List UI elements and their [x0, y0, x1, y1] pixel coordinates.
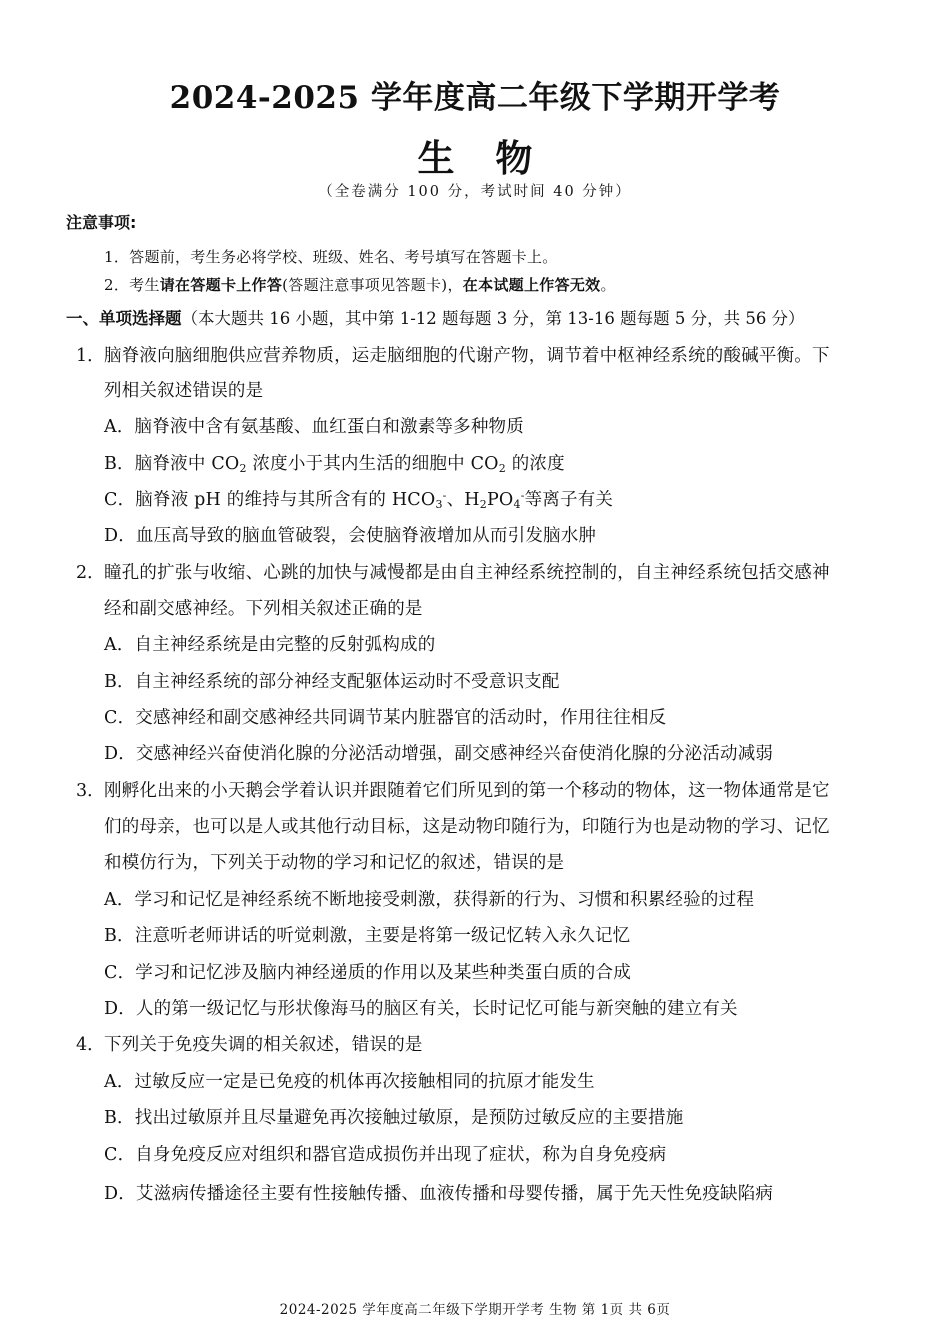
q1-option-b-part2: 浓度小于其内生活的细胞中 CO — [246, 454, 499, 474]
section-desc: （本大题共 16 小题，其中第 1-12 题每题 3 分，第 13-16 题每题 5 分，共 56 分） — [181, 309, 805, 328]
q2-number: 2． — [76, 563, 105, 583]
q4-option-d: D．艾滋病传播途径主要有性接触传播、血液传播和母婴传播，属于先天性免疫缺陷病 — [104, 1184, 774, 1204]
notice-item-2-d: 在本试题上作答无效 — [462, 276, 601, 294]
q1-stem-line1: 脑脊液向脑细胞供应营养物质，运走脑细胞的代谢产物，调节着中枢神经系统的酸碱平衡。下 — [104, 346, 830, 366]
q2-option-b: B．自主神经系统的部分神经支配躯体运动时不受意识支配 — [104, 672, 560, 692]
q3-option-d: D．人的第一级记忆与形状像海马的脑区有关，长时记忆可能与新突触的建立有关 — [104, 999, 738, 1019]
q2-option-d: D．交感神经兴奋使消化腺的分泌活动增强，副交感神经兴奋使消化腺的分泌活动减弱 — [104, 744, 774, 764]
q1-option-a: A．脑脊液中含有氨基酸、血红蛋白和激素等多种物质 — [104, 417, 524, 437]
q1-option-c-part3: PO — [486, 490, 514, 510]
subject-title: 生 物 — [417, 136, 547, 180]
q4-option-b: B．找出过敏原并且尽量避免再次接触过敏原，是预防过敏反应的主要措施 — [104, 1108, 684, 1128]
q1-option-b-part3: 的浓度 — [505, 454, 565, 474]
q4-option-a: A．过敏反应一定是已免疫的机体再次接触相同的抗原才能发生 — [104, 1072, 595, 1092]
q4-stem-line1: 下列关于免疫失调的相关叙述，错误的是 — [104, 1035, 423, 1055]
q1-option-c-sup1: - — [442, 489, 447, 502]
notice-heading: 注意事项: — [66, 213, 137, 232]
page-footer: 2024-2025 学年度高二年级下学期开学考 生物 第 1页 共 6页 — [279, 1302, 671, 1318]
q1-option-b — [104, 450, 565, 475]
q2-stem-line2: 经和副交感神经。下列相关叙述正确的是 — [104, 599, 423, 619]
notice-item-2-c: (答题注意事项见答题卡)， — [282, 276, 463, 294]
q1-option-c-sub1: 3 — [435, 498, 443, 511]
q2-stem-line1: 瞳孔的扩张与收缩、心跳的加快与减慢都是由自主神经系统控制的，自主神经系统包括交感神 — [104, 563, 830, 583]
q2-option-c: C．交感神经和副交感神经共同调节某内脏器官的活动时，作用往往相反 — [104, 708, 667, 728]
notice-item-2-b: 请在答题卡上作答 — [159, 276, 283, 294]
q3-option-b: B．注意听老师讲话的听觉刺激，主要是将第一级记忆转入永久记忆 — [104, 926, 631, 946]
notice-item-1: 1．答题前，考生务必将学校、班级、姓名、考号填写在答题卡上。 — [104, 248, 558, 266]
q3-stem-line3: 和模仿行为，下列关于动物的学习和记忆的叙述，错误的是 — [104, 853, 565, 873]
q1-number: 1． — [76, 346, 105, 366]
q1-option-b-sub1: 2 — [239, 462, 247, 475]
exam-info: （全卷满分 100 分，考试时间 40 分钟） — [318, 184, 632, 200]
section-label: 一、单项选择题 — [66, 309, 182, 328]
q4-number: 4． — [76, 1035, 105, 1055]
q1-option-c-part4: 等离子有关 — [524, 490, 614, 510]
q2-option-a: A．自主神经系统是由完整的反射弧构成的 — [104, 635, 436, 655]
notice-item-2-e: 。 — [600, 276, 616, 294]
q1-option-c-sub2: 2 — [479, 498, 487, 511]
q3-option-a: A．学习和记忆是神经系统不断地接受刺激，获得新的行为、习惯和积累经验的过程 — [104, 890, 755, 910]
q1-option-c-part2: 、H — [446, 490, 480, 510]
q1-stem-line2: 列相关叙述错误的是 — [104, 381, 264, 401]
notice-item-2 — [104, 274, 616, 295]
q1-option-d: D．血压高导致的脑血管破裂，会使脑脊液增加从而引发脑水肿 — [104, 526, 597, 546]
exam-title: 2024-2025 学年度高二年级下学期开学考 — [169, 80, 781, 116]
q3-stem-line1: 刚孵化出来的小天鹅会学着认识并跟随着它们所见到的第一个移动的物体，这一物体通常是它 — [104, 781, 830, 801]
q4-option-c: C．自身免疫反应对组织和器官造成损伤并出现了症状，称为自身免疫病 — [104, 1145, 667, 1165]
q3-number: 3． — [76, 781, 105, 801]
q3-stem-line2: 们的母亲，也可以是人或其他行动目标，这是动物印随行为，印随行为也是动物的学习、记忆 — [104, 817, 830, 837]
section-heading — [66, 305, 805, 329]
q3-option-c: C．学习和记忆涉及脑内神经递质的作用以及某些种类蛋白质的合成 — [104, 963, 631, 983]
q1-option-c — [104, 486, 613, 511]
q1-option-b-part1: B．脑脊液中 CO — [104, 454, 240, 474]
notice-item-2-a: 2．考生 — [104, 276, 160, 294]
q1-option-b-sub2: 2 — [498, 462, 506, 475]
q1-option-c-part1: C．脑脊液 pH 的维持与其所含有的 HCO — [104, 490, 436, 510]
q1-option-c-sub3: 4 — [513, 498, 521, 511]
q1-option-c-sup2: - — [520, 489, 525, 502]
